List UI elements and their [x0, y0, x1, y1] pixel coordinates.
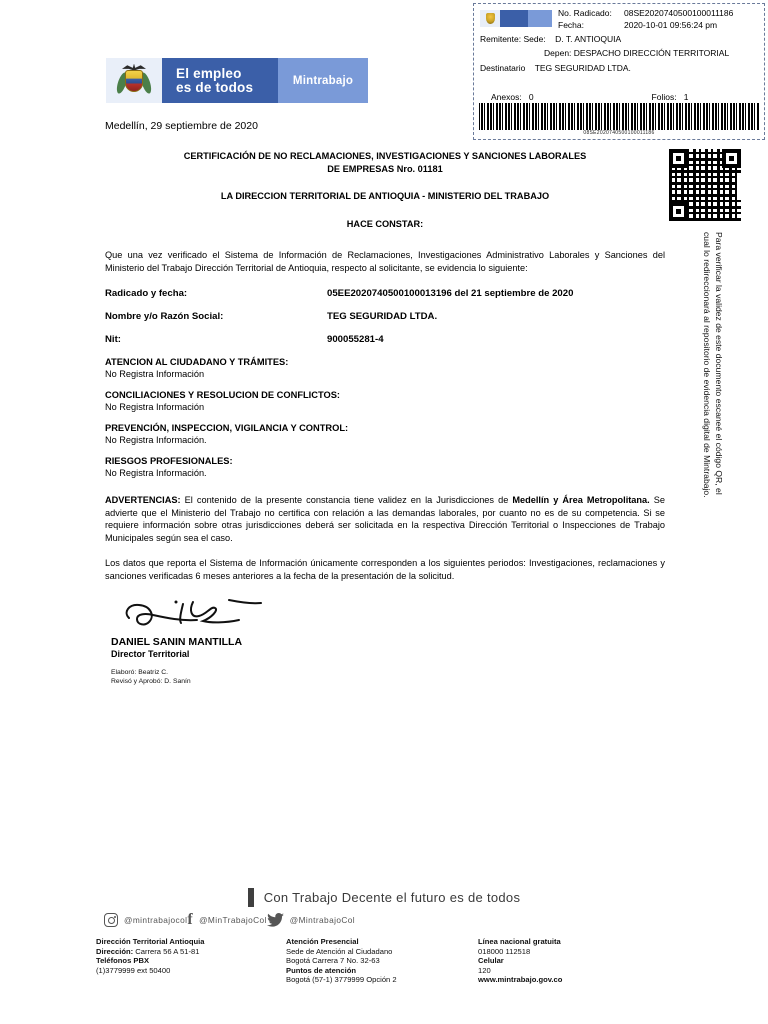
stamp-fecha-value: 2020-10-01 09:56:24 pm	[624, 19, 718, 30]
stamp-remitente-label: Remitente: Sede:	[480, 34, 546, 44]
advertencias-jurisdiction: Medellín y Área Metropolitana.	[512, 495, 650, 505]
slogan-accent-bar	[248, 888, 254, 907]
footer-c2-line5: Bogotá (57-1) 3779999 Opción 2	[286, 975, 397, 985]
stamp-folios-label: Folios:	[651, 92, 677, 102]
stamp-anexos-label: Anexos:	[491, 92, 522, 102]
field-key: Radicado y fecha:	[105, 288, 188, 299]
colombia-crest-icon	[486, 13, 495, 24]
footer-c3-line4: 120	[478, 965, 491, 975]
section-body: No Registra Información.	[105, 435, 207, 445]
document-body	[105, 120, 665, 686]
handwritten-signature	[119, 592, 279, 636]
signature-area	[105, 596, 665, 636]
stamp-fecha-label: Fecha:	[558, 19, 584, 30]
social-twitter[interactable]	[267, 913, 355, 927]
periodos-paragraph: Los datos que reporta el Sistema de Información únicamente corresponden a los siguientes periodos: Investigaciones, reclamaciones y sanciones verificadas 6 meses anteriores a la fecha de la presentación de la solicitud.	[105, 558, 665, 581]
section-body: No Registra Información	[105, 402, 205, 412]
city-date: Medellín, 29 septiembre de 2020	[105, 120, 258, 132]
logo-empleo-panel	[162, 58, 278, 103]
elaborated-by-block	[111, 669, 665, 686]
colombia-coat-of-arms-icon	[119, 64, 149, 98]
social-row	[0, 913, 768, 927]
document-title-line1: CERTIFICACIÓN DE NO RECLAMACIONES, INVESTIGACIONES Y SANCIONES LABORALES	[183, 151, 587, 161]
social-instagram[interactable]	[104, 913, 187, 927]
slogan-row	[0, 888, 768, 907]
footer-website: www.mintrabajo.gov.co	[478, 975, 563, 985]
stamp-top-row	[480, 8, 758, 31]
stamp-destinatario-label: Destinatario	[480, 63, 526, 73]
title-block	[105, 150, 665, 231]
stamp-depen-label: Depen:	[544, 48, 572, 58]
qr-finder-top-right	[722, 149, 741, 168]
hace-constar-heading: HACE CONSTAR:	[346, 219, 424, 229]
footer-column-presencial	[286, 937, 478, 985]
logo-mintrabajo-panel: Mintrabajo	[278, 58, 368, 103]
facebook-icon: f	[187, 911, 194, 928]
social-facebook[interactable]	[187, 913, 266, 927]
section-prevencion	[105, 423, 665, 445]
logo-empleo-line1: El empleo	[176, 65, 242, 81]
stamp-destinatario-value: TEG SEGURIDAD LTDA.	[534, 63, 631, 73]
stamp-destinatario-row	[480, 63, 758, 73]
stamp-anexos-row	[479, 92, 759, 103]
stamp-folios-value: 1	[683, 92, 689, 102]
qr-verification-note: Para verificar la validez de este documento escaneé el código QR, el cual lo redireccionará al repositorio de evidencia digital de Mintrabajo.	[702, 232, 724, 498]
logo-crest-panel	[106, 58, 162, 103]
footer-c1-phone-label: Teléfonos PBX	[96, 956, 150, 966]
field-value: 05EE2020740500100013196 del 21 septiembre de 2020	[327, 288, 574, 299]
footer-column-linea	[478, 937, 678, 985]
footer-c1-title: Dirección Territorial Antioquia	[96, 937, 205, 946]
footer-c1-address-value: Carrera 56 A 51-81	[133, 946, 200, 956]
slogan-text: Con Trabajo Decente el futuro es de todos	[263, 890, 521, 905]
mintrabajo-logo	[106, 58, 368, 103]
section-atencion-ciudadano	[105, 357, 665, 379]
logo-empleo-line2: es de todos	[176, 79, 254, 95]
table-row	[105, 288, 665, 299]
document-title-line2: DE EMPRESAS Nro. 01181	[327, 164, 443, 174]
stamp-radicado-label: No. Radicado:	[558, 8, 612, 18]
section-heading: ATENCION AL CIUDADANO Y TRÁMITES:	[105, 357, 289, 367]
instagram-handle: @mintrabajocol	[124, 915, 188, 925]
page-footer	[0, 888, 768, 985]
table-row	[105, 334, 665, 345]
footer-c2-title: Atención Presencial	[286, 937, 359, 946]
stamp-depen-row	[480, 48, 758, 58]
field-key: Nombre y/o Razón Social:	[105, 311, 224, 322]
section-body: No Registra Información.	[105, 468, 207, 478]
footer-c3-celular-label: Celular	[478, 956, 504, 966]
advertencias-text-a: El contenido de la presente constancia tiene validez en la Jurisdicciones de	[180, 495, 513, 505]
stamp-remitente-row	[480, 34, 758, 44]
stamp-depen-value: DESPACHO DIRECCIÓN TERRITORIAL	[573, 48, 730, 58]
qr-finder-bottom-left	[669, 202, 688, 221]
twitter-handle: @MintrabajoCol	[289, 915, 355, 925]
intro-paragraph: Que una vez verificado el Sistema de Información de Reclamaciones, Investigaciones Administrativo Laborales y Sanciones del Ministerio del Trabajo Dirección Territorial de Antioquia, respecto al solicitante, se evidencia lo siguiente:	[105, 250, 665, 273]
stamp-fields	[558, 8, 733, 31]
footer-c1-address-label: Dirección:	[96, 946, 134, 956]
advertencias-text-b: Se advierte que el Ministerio del Trabajo no certifica con relación a las demandas laborales, por cuanto no es de su competencia. Si se requiere información sobre otras jurisdicciones deberá ser solicitada en la respectiva Dirección Territorial o Inspecciones de Trabajo Municipales según sea el caso.	[105, 495, 666, 543]
footer-c2-puntos-label: Puntos de atención	[286, 965, 357, 975]
field-value: 900055281-4	[327, 334, 384, 345]
table-row	[105, 311, 665, 322]
stamp-remitente-value: D. T. ANTIOQUIA	[555, 34, 622, 44]
qr-finder-top-left	[669, 149, 688, 168]
stamp-anexos-value: 0	[528, 92, 534, 102]
footer-c1-phone-value: (1)3779999 ext 50400	[96, 965, 171, 975]
document-subtitle: LA DIRECCION TERRITORIAL DE ANTIOQUIA - MINISTERIO DEL TRABAJO	[220, 191, 550, 201]
section-heading: CONCILIACIONES Y RESOLUCION DE CONFLICTOS:	[105, 390, 341, 400]
qr-code[interactable]	[669, 149, 741, 221]
fields-table	[105, 288, 665, 345]
advertencias-paragraph	[105, 494, 665, 544]
signer-name: DANIEL SANIN MANTILLA	[111, 636, 243, 649]
field-key: Nit:	[105, 334, 121, 345]
footer-c3-line2: 018000 112518	[478, 946, 531, 956]
elaborated-by: Elaboró: Beatriz C.	[111, 669, 169, 677]
footer-c2-line2: Sede de Atención al Ciudadano	[286, 946, 393, 956]
footer-column-antioquia	[96, 937, 286, 985]
section-conciliaciones	[105, 390, 665, 412]
reviewed-approved-by: Revisó y Aprobó: D. Sanín	[111, 677, 191, 685]
instagram-icon	[104, 913, 118, 927]
advertencias-label: ADVERTENCIAS:	[105, 495, 181, 505]
footer-c3-title: Línea nacional gratuita	[478, 937, 561, 946]
footer-columns	[0, 937, 768, 985]
stamp-mini-logo	[480, 10, 552, 27]
section-heading: RIESGOS PROFESIONALES:	[105, 456, 233, 466]
signer-role: Director Territorial	[111, 649, 190, 660]
section-heading: PREVENCIÓN, INSPECCION, VIGILANCIA Y CONTROL:	[105, 423, 349, 433]
twitter-icon	[267, 913, 284, 927]
section-riesgos	[105, 456, 665, 478]
section-body: No Registra Información	[105, 369, 205, 379]
barcode-number: 08SE2020740500100011186	[583, 130, 655, 136]
field-value: TEG SEGURIDAD LTDA.	[327, 311, 438, 322]
footer-c2-line3: Bogotá Carrera 7 No. 32-63	[286, 956, 380, 966]
facebook-handle: @MinTrabajoCol	[199, 915, 267, 925]
stamp-radicado-value: 08SE2020740500100011186	[624, 8, 734, 18]
